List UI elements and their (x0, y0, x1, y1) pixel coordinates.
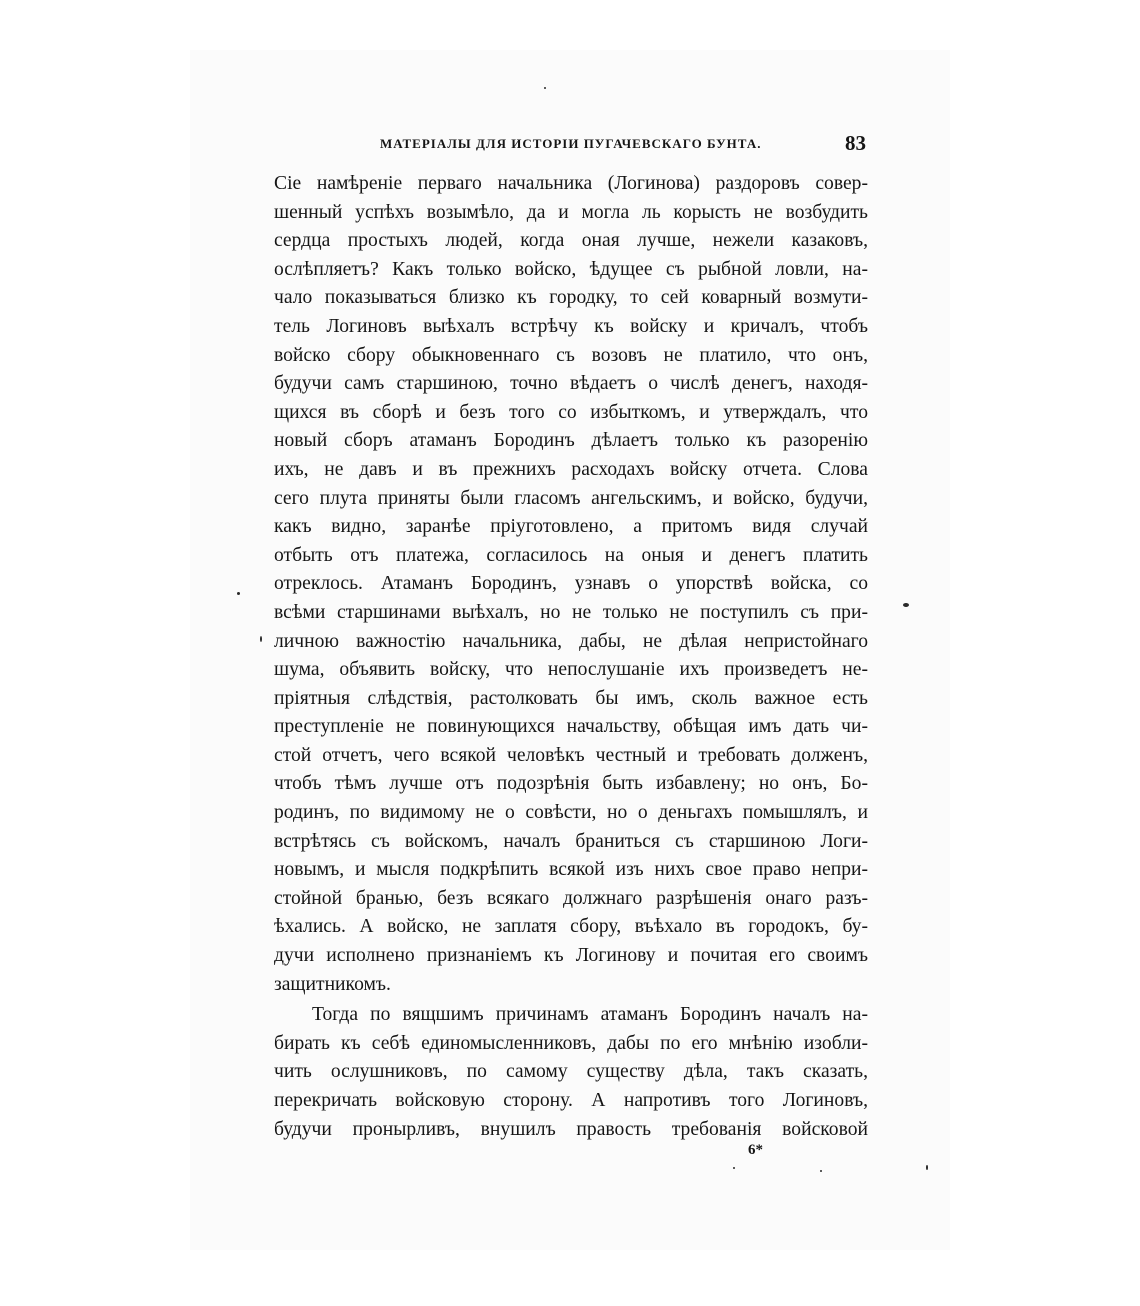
text-line: сердца простыхъ людей, когда оная лучше, нежели казаковъ, (274, 230, 868, 252)
text-line: будучи пронырливъ, внушилъ правость требованія войсковой (274, 1118, 868, 1140)
text-line: дучи исполнено признаніемъ къ Логинову и почитая его своимъ (274, 945, 868, 967)
running-title: МАТЕРІАЛЫ ДЛЯ ИСТОРІИ ПУГАЧЕВСКАГО БУНТА. (380, 136, 762, 151)
text-line: личною важностію начальника, дабы, не дѣлая непристойнаго (274, 630, 868, 652)
text-line: перекричать войсковую сторону. А напротивъ того Логиновъ, (274, 1090, 868, 1111)
text-line: родинъ, по видимому не о совѣсти, но о деньгахъ помышлялъ, и (274, 802, 868, 824)
text-line: тель Логиновъ выѣхалъ встрѣчу къ войску и кричалъ, чтобъ (274, 315, 868, 337)
scan-speck (820, 1170, 822, 1172)
running-head (274, 120, 868, 160)
text-line: всѣми старшинами выѣхалъ, но не только не поступилъ съ при- (274, 601, 868, 623)
text-line: щихся въ сборѣ и безъ того со избыткомъ, и утверждалъ, что (274, 401, 868, 423)
signature-mark: 6* (748, 1142, 763, 1158)
text-line: войско сбору обыкновеннаго съ возовъ не платило, что онъ, (274, 344, 868, 366)
text-line: стойной бранью, безъ всякаго должнаго разрѣшенія онаго разъ- (274, 887, 868, 909)
text-line: бирать къ себѣ единомысленниковъ, дабы по его мнѣнію изобли- (274, 1032, 868, 1054)
text-line: стой отчетъ, чего всякой человѣкъ честный и требовать долженъ, (274, 744, 868, 766)
text-line: сего плута приняты были гласомъ ангельскимъ, и войско, будучи, (274, 487, 868, 509)
text-line: встрѣтясь съ войскомъ, началъ браниться съ старшиною Логи- (274, 830, 868, 852)
text-line: пріятныя слѣдствія, растолковать бы имъ, сколь важное есть (274, 687, 868, 709)
text-line: ѣхались. А войско, не заплатя сбору, въѣхало въ городокъ, бу- (274, 916, 868, 938)
page-number: 83 (845, 131, 866, 155)
text-line: какъ видно, заранѣе пріуготовлено, а притомъ видя случай (274, 516, 868, 538)
scan-speck (733, 1167, 735, 1169)
scan-speck (544, 87, 546, 89)
text-line: чтобъ тѣмъ лучше отъ подозрѣнія быть избавлену; но онъ, Бо- (274, 773, 868, 795)
text-line: ихъ, не давъ и въ прежнихъ расходахъ войску отчета. Слова (274, 458, 868, 480)
text-line: чало показываться близко къ городку, то сей коварный возмути- (274, 287, 868, 309)
scan-speck (926, 1165, 928, 1170)
text-line: новымъ, и мысля подкрѣпить всякой изъ нихъ свое право непри- (274, 859, 868, 881)
text-line: новый сборъ атаманъ Бородинъ дѣлаетъ только къ разоренію (274, 430, 868, 452)
paragraph-1 (274, 170, 868, 999)
text-line: отбыть отъ платежа, согласилось на оныя и денегъ платить (274, 544, 868, 566)
text-line: защитникомъ. (274, 973, 391, 995)
text-line: Сіе намѣреніе перваго начальника (Логинова) раздоровъ совер- (274, 173, 868, 194)
text-line: отреклось. Атаманъ Бородинъ, узнавъ о упорствѣ войска, со (274, 573, 868, 595)
book-page (274, 120, 868, 1158)
scan-speck (260, 636, 262, 642)
text-line: Тогда по вящшимъ причинамъ атаманъ Бородинъ началъ на- (312, 1004, 868, 1026)
text-line: будучи самъ старшиною, точно вѣдаетъ о числѣ денегъ, находя- (274, 373, 868, 395)
text-line: шума, объявить войску, что непослушаніе ихъ произведетъ не- (274, 659, 868, 681)
body-text (274, 170, 868, 1144)
paragraph-2 (274, 1001, 868, 1144)
text-line: преступленіе не повинующихся начальству, обѣщая имъ дать чи- (274, 716, 868, 738)
scan-speck (237, 592, 240, 595)
text-line: ослѣпляетъ? Какъ только войско, ѣдущее съ рыбной ловли, на- (274, 258, 868, 280)
text-line: шенный успѣхъ возымѣло, да и могла ль корысть не возбудить (274, 201, 868, 223)
scan-speck (903, 603, 909, 607)
text-line: чить ослушниковъ, по самому существу дѣла, такъ сказать, (274, 1061, 868, 1083)
